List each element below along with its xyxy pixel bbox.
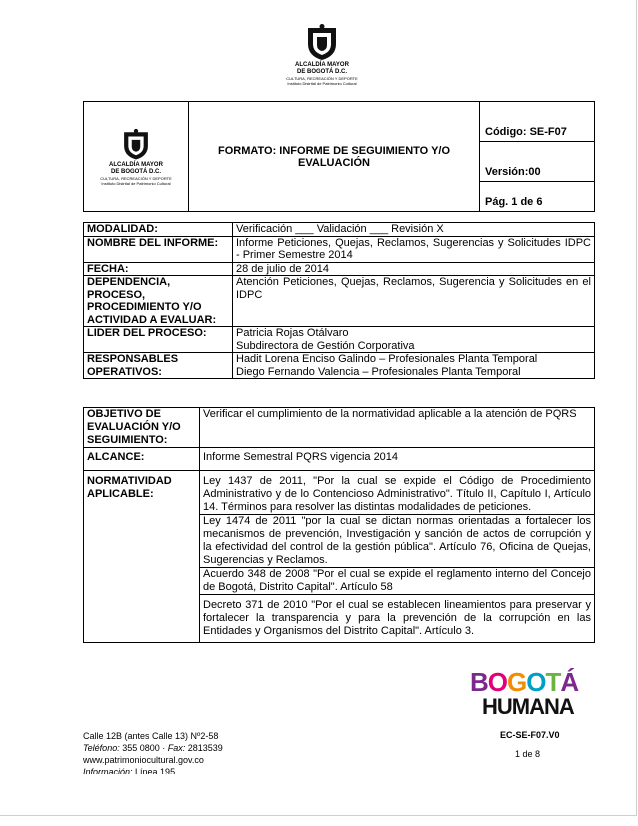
objetivo-value: Verificar el cumplimiento de la normatividad aplicable a la atención de PQRS bbox=[200, 408, 595, 448]
responsable-item: Hadit Lorena Enciso Galindo – Profesionales Planta Temporal bbox=[236, 353, 538, 365]
logo-text-instituto: Instituto Distrital de Patrimonio Cultural bbox=[287, 81, 357, 86]
telefono-value: 355 0800 · bbox=[119, 743, 168, 753]
logo-text-alcaldia: ALCALDÍA MAYOR bbox=[295, 62, 349, 68]
version-cell: Versión:00 bbox=[480, 142, 595, 182]
alcance-value: Informe Semestral PQRS vigencia 2014 bbox=[200, 448, 595, 471]
footer-web: www.patrimoniocultural.gov.co bbox=[83, 755, 204, 765]
codigo-cell: Código: SE-F07 bbox=[480, 102, 595, 142]
bogota-letter: G bbox=[507, 667, 527, 697]
bogota-letter: B bbox=[470, 667, 488, 697]
logo-text-bogota: DE BOGOTÁ D.C. bbox=[296, 69, 347, 75]
info-label: Información: bbox=[83, 767, 133, 774]
fecha-value: 28 de julio de 2014 bbox=[233, 262, 595, 276]
lider-role: Subdirectora de Gestión Corporativa bbox=[236, 339, 415, 352]
footer-phone-fax bbox=[83, 742, 223, 754]
nombre-informe-label: NOMBRE DEL INFORME: bbox=[84, 236, 233, 262]
objetivo-label: OBJETIVO DE EVALUACIÓN Y/O SEGUIMIENTO: bbox=[84, 408, 200, 448]
humana-wordmark: HUMANA bbox=[482, 694, 574, 719]
nombre-informe-value: Informe Peticiones, Quejas, Reclamos, Sugerencias y Solicitudes IDPC - Primer Semestre 2014 bbox=[233, 236, 595, 262]
document-title: FORMATO: INFORME DE SEGUIMIENTO Y/O EVALUACIÓN bbox=[189, 102, 480, 212]
lider-name: Patricia Rojas Otálvaro bbox=[236, 327, 349, 339]
bogota-letter: O bbox=[487, 667, 508, 697]
logo-text-alcaldia: ALCALDÍA MAYOR bbox=[109, 161, 163, 168]
report-info-table bbox=[83, 222, 595, 379]
norma-item: Acuerdo 348 de 2008 "Por el cual se expide el reglamento interno del Concejo de Bogotá, Distrito Capital". Artículo 58 bbox=[200, 568, 595, 595]
bogota-wordmark bbox=[470, 668, 578, 696]
responsables-value bbox=[233, 353, 595, 379]
bogota-letter: O bbox=[526, 667, 546, 697]
page-count-cell: Pág. 1 de 6 bbox=[480, 182, 595, 212]
objectives-table bbox=[83, 407, 595, 643]
logo-text-bogota: DE BOGOTÁ D.C. bbox=[110, 168, 161, 175]
fecha-label: FECHA: bbox=[84, 262, 233, 276]
fax-label: Fax: bbox=[167, 743, 186, 753]
norma-item: Ley 1437 de 2011, "Por la cual se expide el Código de Procedimiento Administrativo y de lo Contencioso Administrativo". Título II, Capítulo I, Artículo 14. Términos para resolver las distintas modalidades de peticiones. bbox=[200, 471, 595, 515]
header-logo-cell bbox=[84, 102, 189, 212]
norma-item: Decreto 371 de 2010 "Por el cual se establecen lineamientos para preservar y fortalecer la transparencia y para la prevención de la corrupción en las Entidades y Organismos del Distrito Capital". Artículo 3. bbox=[200, 595, 595, 643]
footer-page-number: 1 de 8 bbox=[515, 749, 541, 759]
footer-info bbox=[83, 766, 223, 774]
norma-item: Ley 1474 de 2011 "por la cual se dictan normas orientadas a fortalecer los mecanismos de prevención, Investigación y sanción de actos de corrupción y la efectividad del control de la gestión pública". Artículo 76, Oficina de Quejas, Sugerencias y Reclamos. bbox=[200, 515, 595, 568]
footer-contact bbox=[83, 730, 223, 774]
normatividad-label: NORMATIVIDAD APLICABLE: bbox=[84, 471, 200, 643]
modalidad-label: MODALIDAD: bbox=[84, 223, 233, 237]
responsable-item: Diego Fernando Valencia – Profesionales Planta Temporal bbox=[236, 365, 521, 378]
bogota-letter: Á bbox=[560, 667, 579, 697]
fax-value: 2813539 bbox=[185, 743, 223, 753]
logo-text-cultura: CULTURA, RECREACIÓN Y DEPORTE bbox=[100, 175, 172, 181]
info-value: Línea 195 bbox=[132, 767, 176, 774]
bogota-letter: T bbox=[545, 667, 561, 697]
dependencia-label: DEPENDENCIA, PROCESO, PROCEDIMIENTO Y/O ACTIVIDAD A EVALUAR: bbox=[84, 276, 233, 327]
coat-of-arms-icon bbox=[302, 24, 342, 62]
bogota-humana-logo bbox=[470, 667, 579, 724]
logo-text-instituto: Instituto Distrital de Patrimonio Cultural bbox=[101, 180, 171, 186]
modalidad-value: Verificación ___ Validación ___ Revisión X bbox=[233, 223, 595, 237]
coat-of-arms-icon bbox=[119, 128, 153, 162]
format-header-table bbox=[83, 101, 595, 212]
lider-proceso-value bbox=[233, 327, 595, 353]
lider-proceso-label: LIDER DEL PROCESO: bbox=[84, 327, 233, 353]
footer-document-code: EC-SE-F07.V0 bbox=[500, 730, 560, 740]
dependencia-value: Atención Peticiones, Quejas, Reclamos, Sugerencia y Solicitudes en el IDPC bbox=[233, 276, 595, 327]
telefono-label: Teléfono: bbox=[83, 743, 120, 753]
top-alcaldia-logo bbox=[268, 24, 376, 94]
footer-address: Calle 12B (antes Calle 13) Nº2-58 bbox=[83, 731, 219, 741]
alcance-label: ALCANCE: bbox=[84, 448, 200, 471]
logo-text-cultura: CULTURA, RECREACIÓN Y DEPORTE bbox=[286, 76, 358, 81]
responsables-label: RESPONSABLES OPERATIVOS: bbox=[84, 353, 233, 379]
